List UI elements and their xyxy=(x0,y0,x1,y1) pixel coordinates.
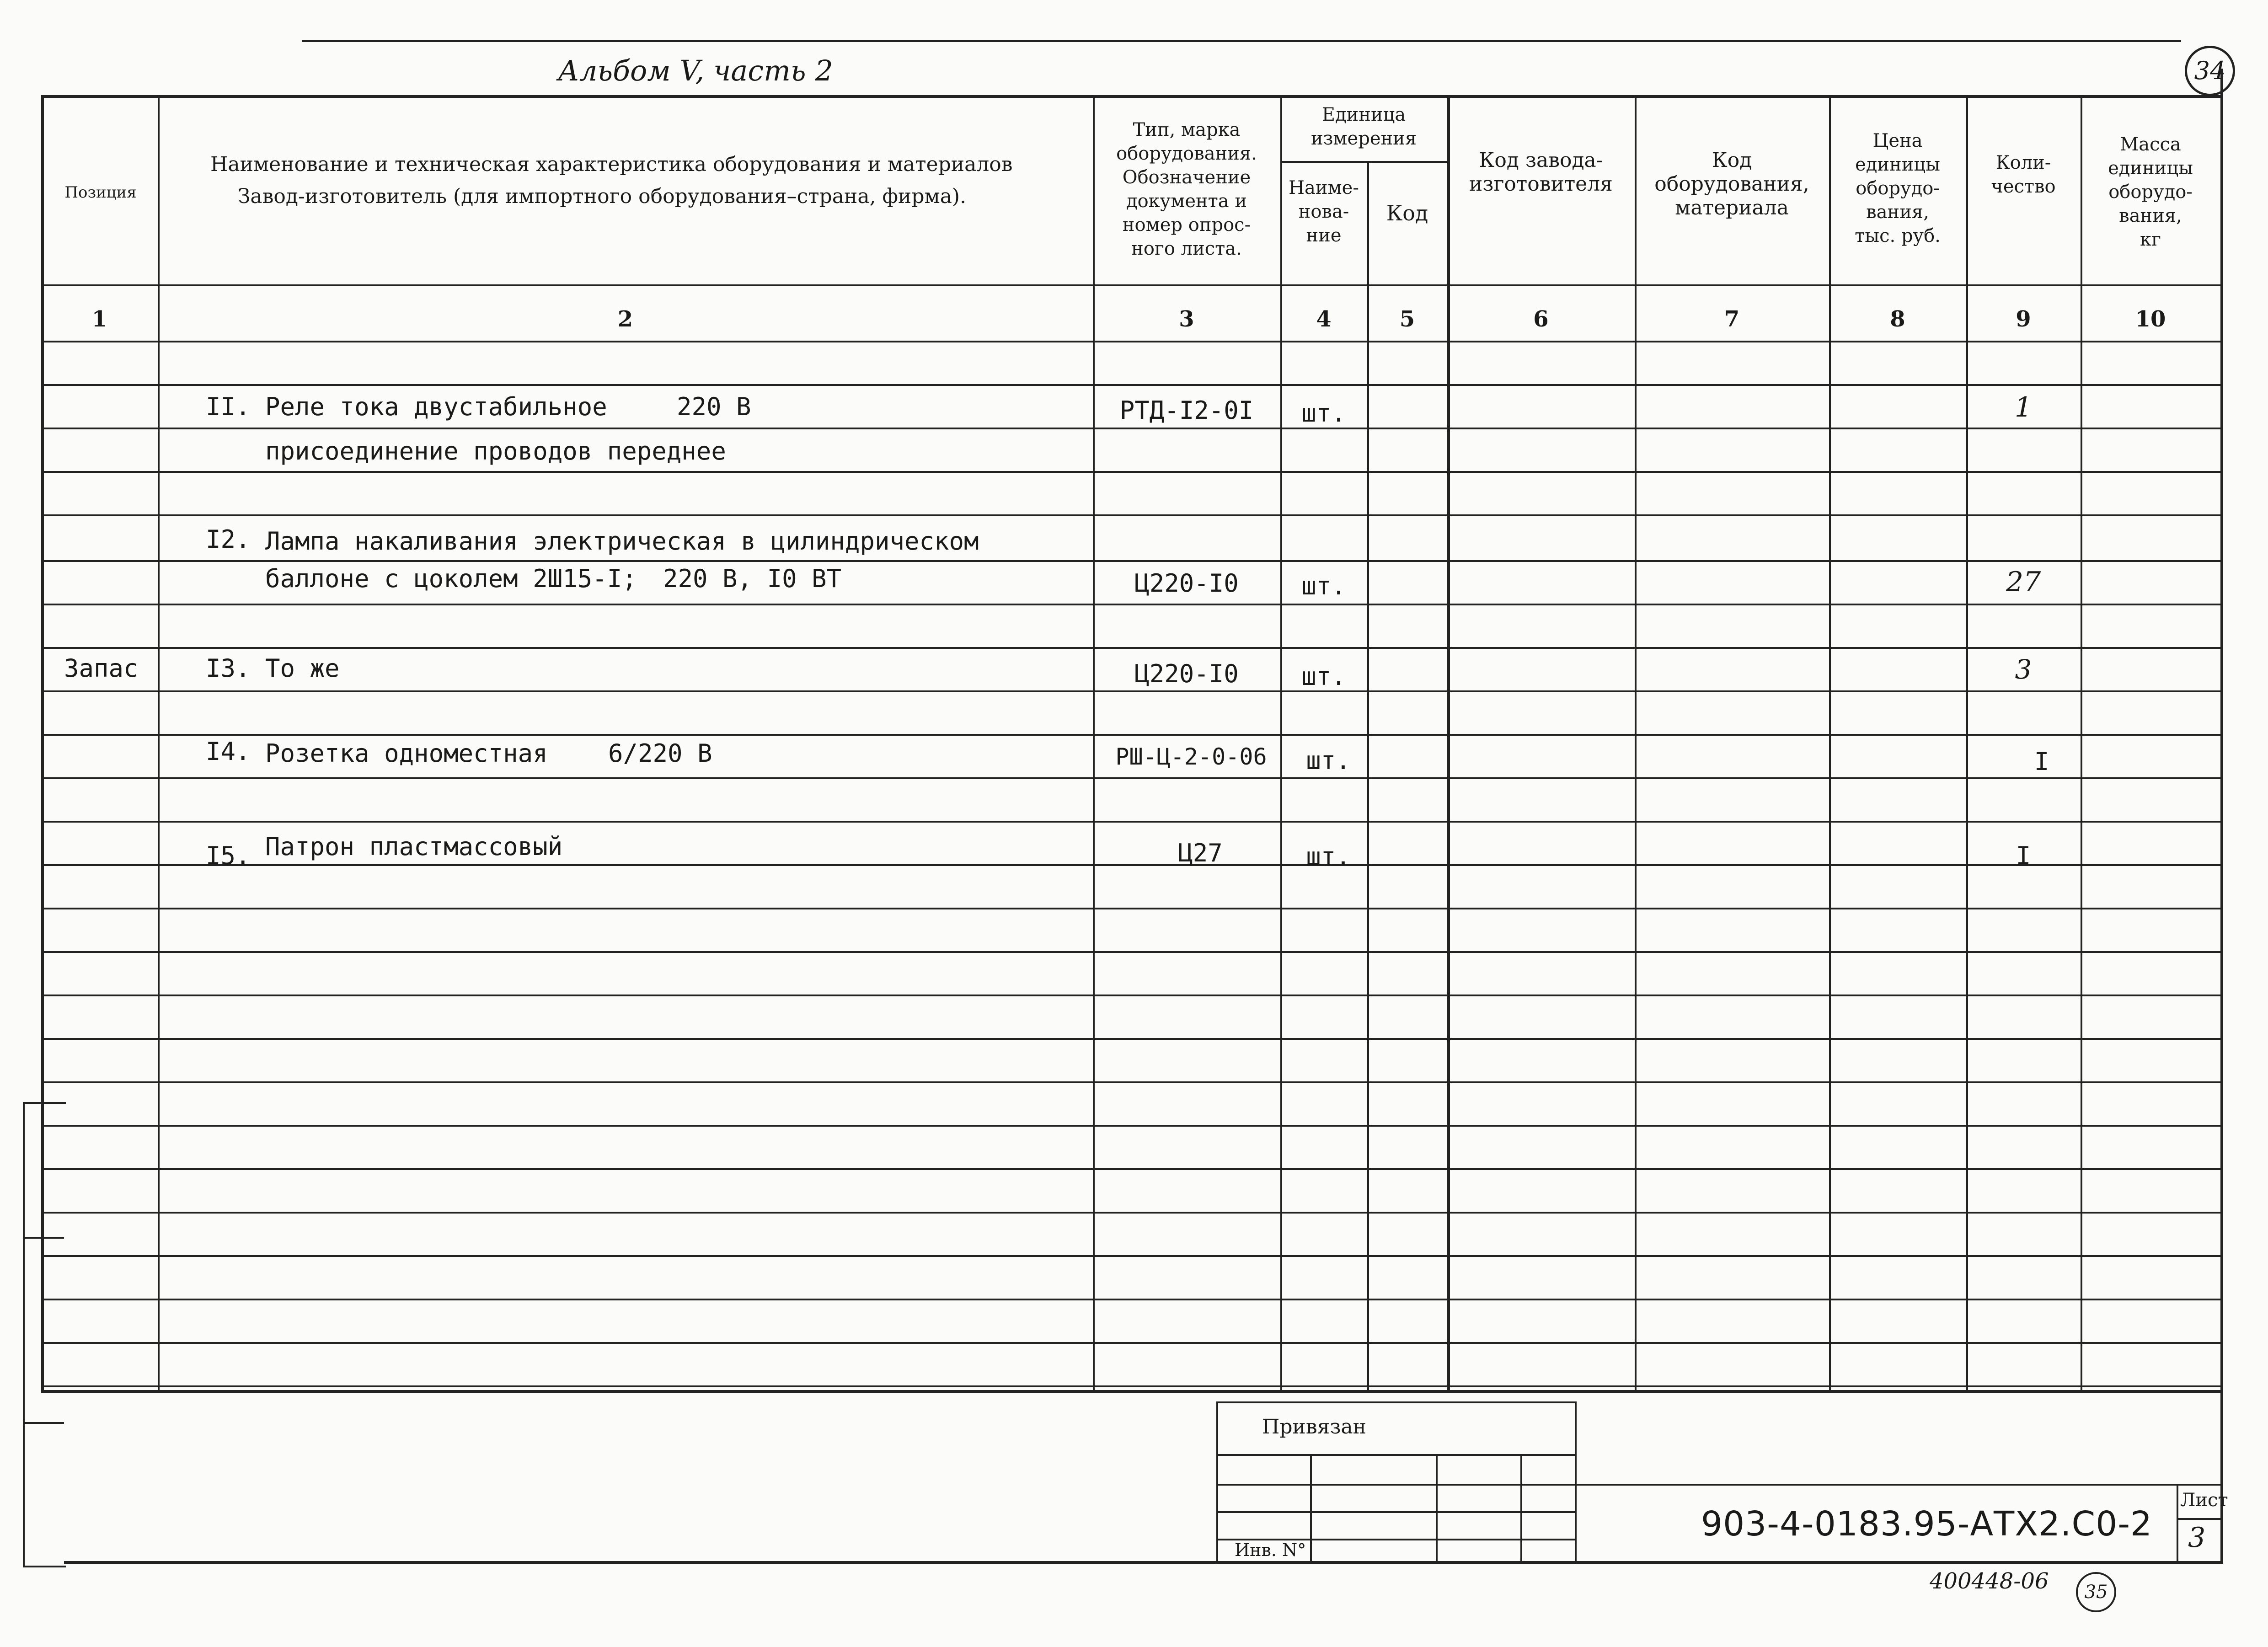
header-factory-code-line: изготовителя xyxy=(1469,172,1613,196)
item-number: I2. xyxy=(206,525,251,554)
header-unit-name xyxy=(1280,176,1367,247)
item-unit: шт. xyxy=(1306,842,1351,871)
header-type-line: документа и xyxy=(1126,191,1247,212)
sheet-label: Лист xyxy=(2180,1490,2228,1511)
header-mass-line: вания, xyxy=(2119,205,2182,226)
archive-circle-text: 35 xyxy=(2084,1582,2108,1603)
item-name: Патрон пластмассовый xyxy=(265,832,563,861)
header-equipment-code-line: Код xyxy=(1712,149,1752,172)
header-price-line: единицы xyxy=(1855,154,1940,175)
header-mass-line: единицы xyxy=(2108,158,2193,179)
header-unit-code: Код xyxy=(1386,201,1428,225)
left-margin-strip xyxy=(23,1102,66,1567)
header-price-line: тыс. руб. xyxy=(1855,225,1941,246)
item-name: присоединение проводов переднее xyxy=(265,437,726,465)
header-unit-name-line: нова- xyxy=(1298,201,1349,222)
item-name: Лампа накаливания электрическая в цилиндрическом xyxy=(265,527,979,556)
document-code: 903-4-0183.95-АТХ2.С0-2 xyxy=(1701,1504,2153,1544)
item-name: Реле тока двустабильное xyxy=(265,392,607,421)
header-type-line: номер опрос- xyxy=(1122,214,1251,235)
item-quantity: 27 xyxy=(2006,566,2041,598)
corner-sheet-number xyxy=(2185,46,2235,96)
column-number: 3 xyxy=(1179,306,1194,332)
item-quantity: 1 xyxy=(2014,391,2033,423)
header-type-line: ного листа. xyxy=(1131,238,1242,259)
header-quantity-line: чество xyxy=(1991,176,2056,197)
header-unit-name-line: ние xyxy=(1306,225,1342,246)
item-position: Запас xyxy=(64,654,139,683)
item-number: I4. xyxy=(206,737,251,766)
header-unit-group-line: Единица xyxy=(1321,104,1406,125)
archive-circle xyxy=(2076,1572,2116,1612)
column-number: 1 xyxy=(91,306,107,332)
header-equipment-code xyxy=(1635,149,1829,220)
header-equipment-code-line: оборудования, xyxy=(1654,172,1809,196)
item-type: Ц220-I0 xyxy=(1134,569,1239,598)
item-name: Розетка одноместная xyxy=(265,739,548,768)
item-number: I3. xyxy=(206,654,251,683)
item-spec: 220 В, I0 ВТ xyxy=(663,564,842,593)
item-quantity: I xyxy=(2016,841,2031,870)
header-unit-name-line: Наиме- xyxy=(1289,177,1359,198)
column-number: 2 xyxy=(617,306,633,332)
item-type: РТД-I2-0I xyxy=(1119,396,1254,425)
item-unit: шт. xyxy=(1306,746,1351,775)
header-price xyxy=(1829,129,1966,248)
header-type-line: Обозначение xyxy=(1122,167,1251,188)
column-number: 4 xyxy=(1316,306,1332,332)
header-mass xyxy=(2081,133,2220,251)
header-unit-group xyxy=(1280,103,1447,150)
item-unit: шт. xyxy=(1301,572,1346,600)
header-price-line: оборудо- xyxy=(1856,178,1940,199)
header-quantity xyxy=(1966,151,2081,198)
header-name-line2: Завод-изготовитель (для импортного оборудования–страна, фирма). xyxy=(238,185,967,208)
header-equipment-code-line: материала xyxy=(1675,196,1789,219)
header-type xyxy=(1093,118,1280,261)
album-label: Альбом V, часть 2 xyxy=(558,54,833,87)
item-quantity: I xyxy=(2034,747,2049,776)
item-spec: 6/220 В xyxy=(608,739,712,768)
item-number: II. xyxy=(206,392,251,421)
item-name: баллоне с цоколем 2Ш15-I; xyxy=(265,564,637,593)
header-unit-group-line: измерения xyxy=(1311,128,1417,149)
item-type: Ц27 xyxy=(1178,839,1223,867)
column-number: 10 xyxy=(2135,306,2166,332)
inventory-label: Инв. N° xyxy=(1235,1540,1306,1560)
header-name-line1: Наименование и техническая характеристика оборудования и материалов xyxy=(210,153,1013,176)
header-type-line: оборудования. xyxy=(1116,143,1257,164)
header-mass-line: оборудо- xyxy=(2108,182,2193,203)
column-number: 9 xyxy=(2016,306,2031,332)
column-number: 7 xyxy=(1724,306,1740,332)
header-name xyxy=(210,149,1079,213)
header-quantity-line: Коли- xyxy=(1995,152,2051,173)
column-number: 5 xyxy=(1399,306,1415,332)
header-position: Позиция xyxy=(64,183,137,202)
header-price-line: вания, xyxy=(1866,202,1929,223)
item-quantity: 3 xyxy=(2015,654,2032,685)
header-mass-line: Масса xyxy=(2120,134,2181,155)
archive-number: 400448-06 xyxy=(1930,1568,2049,1594)
item-type: РШ-Ц-2-0-06 xyxy=(1115,743,1267,770)
column-number: 6 xyxy=(1533,306,1549,332)
header-price-line: Цена xyxy=(1872,130,1923,151)
corner-sheet-number-text: 34 xyxy=(2194,56,2226,85)
column-number: 8 xyxy=(1890,306,1905,332)
item-unit: шт. xyxy=(1301,662,1346,691)
item-number: I5. xyxy=(206,841,251,870)
header-mass-line: кг xyxy=(2140,229,2161,250)
bound-label: Привязан xyxy=(1262,1415,1366,1438)
sheet-number: 3 xyxy=(2188,1522,2206,1554)
item-name: То же xyxy=(265,654,340,683)
header-type-line: Тип, марка xyxy=(1133,119,1241,140)
item-spec: 220 В xyxy=(677,392,751,421)
header-factory-code-line: Код завода- xyxy=(1479,149,1603,172)
item-type: Ц220-I0 xyxy=(1134,659,1239,688)
header-factory-code xyxy=(1447,149,1635,196)
item-unit: шт. xyxy=(1301,399,1346,428)
